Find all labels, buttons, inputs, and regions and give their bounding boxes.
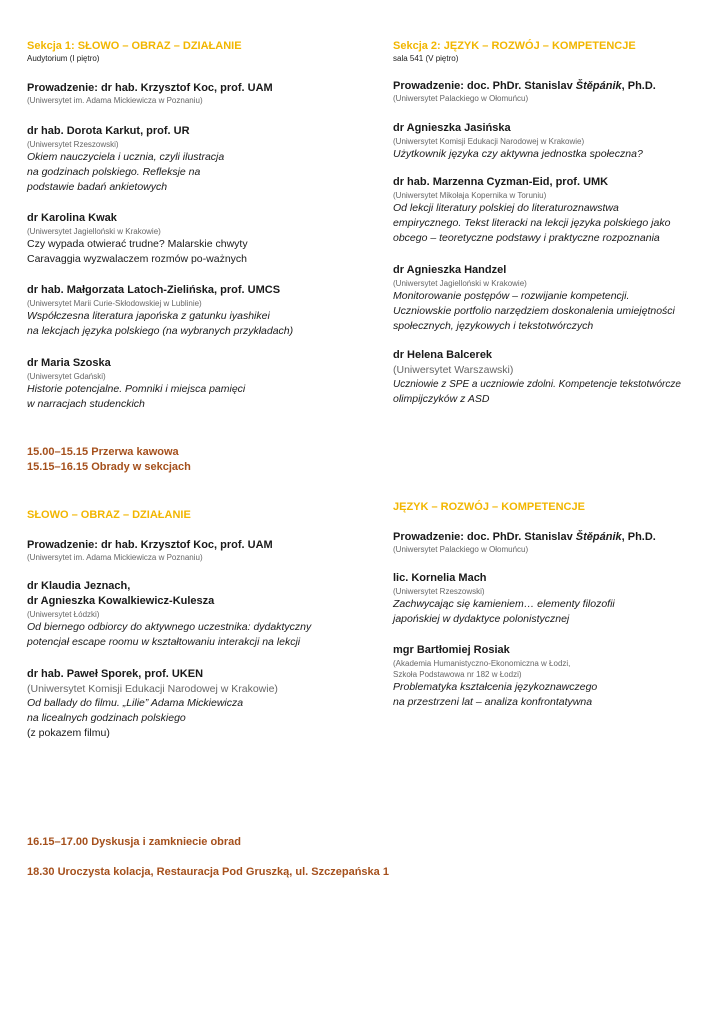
session-2-left-title: SŁOWO – OBRAZ – DZIAŁANIE	[27, 509, 191, 521]
session-2-left-lead-name: Prowadzenie: dr hab. Krzysztof Koc, prof. UAM	[27, 539, 273, 551]
speaker-name: dr hab. Małgorzata Latoch-Zielińska, prof. UMCS	[27, 284, 281, 296]
section-1-column	[27, 40, 357, 64]
talk-title-line: Uczniowskie portfolio narzędziem doskonalenia umiejętności	[393, 305, 675, 317]
talk-title-line: podstawie badań ankietowych	[27, 181, 168, 193]
talk-title-line: Uczniowie z SPE a uczniowie zdolni. Kompetencje tekstotwórcze	[393, 379, 681, 390]
talk-title-line: na lekcjach języka polskiego (na wybranych przykładach)	[27, 325, 294, 337]
speaker-entry	[393, 121, 723, 162]
speaker-name: dr hab. Paweł Sporek, prof. UKEN	[27, 668, 204, 680]
speaker-inst: (Uniwersytet Mikołaja Kopernika w Toruniu)	[393, 191, 547, 200]
speaker-entry	[27, 667, 357, 741]
section-1-title: Sekcja 1: SŁOWO – OBRAZ – DZIAŁANIE	[27, 40, 242, 52]
speaker-entry	[393, 571, 723, 627]
discussion-closing-time: 16.15–17.00 Dyskusja i zamkniecie obrad	[27, 836, 242, 848]
speaker-inst: (Uniwersytet Łódzki)	[27, 610, 100, 619]
coffee-break-time: 15.00–15.15 Przerwa kawowa	[27, 446, 179, 458]
speaker-entry	[393, 348, 713, 407]
session-2-right-lead-inst: (Uniwersytet Palackiego w Ołomuńcu)	[393, 545, 529, 554]
session-2-right-column	[393, 501, 723, 514]
speaker-name: dr Agnieszka Handzel	[393, 264, 507, 276]
speaker-name: dr Maria Szoska	[27, 357, 111, 369]
speaker-inst: (Uniwersytet Jagielloński w Krakowie)	[27, 227, 161, 236]
sections-session-time: 15.15–16.15 Obrady w sekcjach	[27, 461, 191, 473]
speaker-entry	[27, 356, 357, 412]
talk-title-line: w narracjach studenckich	[27, 398, 145, 410]
section-2-room: sala 541 (V piętro)	[393, 54, 459, 63]
speaker-name: dr hab. Dorota Karkut, prof. UR	[27, 125, 190, 137]
section-1-lead-name: Prowadzenie: dr hab. Krzysztof Koc, prof. UAM	[27, 82, 273, 94]
session-2-left-column	[27, 509, 357, 522]
talk-title-line: potencjał escape roomu w kształtowaniu interakcji na lekcji	[27, 636, 301, 648]
speaker-inst: Szkoła Podstawowa nr 182 w Łodzi)	[393, 670, 522, 679]
section-1-lead-inst: (Uniwersytet im. Adama Mickiewicza w Poznaniu)	[27, 96, 203, 105]
talk-title-line: Od biernego odbiorcy do aktywnego uczestnika: dydaktyczny	[27, 621, 312, 633]
speaker-inst: (Akademia Humanistyczno-Ekonomiczna w Łodzi,	[393, 659, 571, 668]
speaker-name: dr hab. Marzenna Cyzman-Eid, prof. UMK	[393, 176, 609, 188]
section-2-column	[393, 40, 723, 64]
section-2-lead-name: Prowadzenie: doc. PhDr. Stanislav Štěpánik, Ph.D.	[393, 80, 656, 92]
talk-title-line: obcego – teoretyczne podstawy i praktyczne rozpoznania	[393, 232, 660, 244]
section-2-lead-inst: (Uniwersytet Palackiego w Ołomuńcu)	[393, 94, 529, 103]
session-2-right-lead-name: Prowadzenie: doc. PhDr. Stanislav Štěpánik, Ph.D.	[393, 531, 656, 543]
section-2-lead	[393, 79, 723, 104]
speaker-inst: (Uniwersytet Jagielloński w Krakowie)	[393, 279, 527, 288]
talk-title-line: japońskiej w dydaktyce polonistycznej	[393, 613, 570, 625]
talk-title-line: Okiem nauczyciela i ucznia, czyli ilustracja	[27, 151, 225, 163]
speaker-name: dr Helena Balcerek	[393, 349, 493, 361]
gala-dinner-info: 18.30 Uroczysta kolacja, Restauracja Pod Gruszką, ul. Szczepańska 1	[27, 866, 389, 878]
section-1-room: Audytorium (I piętro)	[27, 54, 100, 63]
talk-title-line: empirycznego. Tekst literacki na lekcji języka polskiego jako	[393, 217, 671, 229]
talk-title-line: Współczesna literatura japońska z gatunku iyashikei	[27, 310, 270, 322]
speaker-inst: (Uniwersytet Komisji Edukacji Narodowej w Krakowie)	[393, 137, 585, 146]
talk-title-line: Od lekcji literatury polskiej do literaturoznawstwa	[393, 202, 619, 214]
speaker-inst: (Uniwersytet Warszawski)	[393, 364, 514, 376]
talk-title-line: Caravaggia wyzwalaczem rozmów po-ważnych	[27, 253, 247, 265]
film-screening-note: (z pokazem filmu)	[27, 727, 110, 739]
speaker-name: lic. Kornelia Mach	[393, 572, 487, 584]
talk-title-line: Użytkownik języka czy aktywna jednostka społeczna?	[393, 148, 643, 160]
speaker-entry	[393, 175, 723, 246]
section-2-title: Sekcja 2: JĘZYK – ROZWÓJ – KOMPETENCJE	[393, 40, 636, 52]
talk-title-line: Od ballady do filmu. „Lilie” Adama Mickiewicza	[27, 697, 244, 709]
talk-title-line: Problematyka kształcenia językoznawczego	[393, 681, 598, 693]
session-2-right-title: JĘZYK – ROZWÓJ – KOMPETENCJE	[393, 501, 585, 513]
talk-title-line: Historie potencjalne. Pomniki i miejsca pamięci	[27, 383, 246, 395]
speaker-name: dr Agnieszka Kowalkiewicz-Kulesza	[27, 595, 215, 607]
speaker-entry	[27, 283, 357, 339]
talk-title-line: na przestrzeni lat – analiza konfrontatywna	[393, 696, 593, 708]
talk-title-line: olimpijczyków z ASD	[393, 393, 490, 405]
speaker-inst: (Uniwersytet Gdański)	[27, 372, 106, 381]
talk-title-line: na godzinach polskiego. Refleksje na	[27, 166, 201, 178]
speaker-name: dr Klaudia Jeznach,	[27, 580, 131, 592]
talk-title-line: Zachwycając się kamieniem… elementy filozofii	[393, 598, 615, 610]
session-2-left-lead	[27, 538, 357, 563]
speaker-entry	[27, 124, 357, 195]
session-2-left-lead-inst: (Uniwersytet im. Adama Mickiewicza w Poznaniu)	[27, 553, 203, 562]
session-2-right-lead	[393, 530, 723, 555]
speaker-entry	[27, 211, 357, 267]
talk-title-line: społecznych, językowych i tekstotwórczych	[393, 320, 594, 332]
speaker-name: dr Karolina Kwak	[27, 212, 117, 224]
speaker-inst: (Uniwersytet Komisji Edukacji Narodowej w Krakowie)	[27, 683, 278, 695]
speaker-inst: (Uniwersytet Marii Curie-Skłodowskiej w Lublinie)	[27, 299, 202, 308]
speaker-name: mgr Bartłomiej Rosiak	[393, 644, 510, 656]
section-1-lead	[27, 81, 357, 106]
speaker-entry	[393, 643, 723, 710]
talk-title-line: Czy wypada otwierać trudne? Malarskie chwyty	[27, 238, 248, 250]
speaker-inst: (Uniwersytet Rzeszowski)	[393, 587, 485, 596]
speaker-entry	[27, 579, 357, 650]
speaker-name: dr Agnieszka Jasińska	[393, 122, 511, 134]
speaker-entry	[393, 263, 723, 334]
talk-title-line: Monitorowanie postępów – rozwijanie kompetencji.	[393, 290, 630, 302]
speaker-inst: (Uniwersytet Rzeszowski)	[27, 140, 119, 149]
talk-title-line: na licealnych godzinach polskiego	[27, 712, 186, 724]
